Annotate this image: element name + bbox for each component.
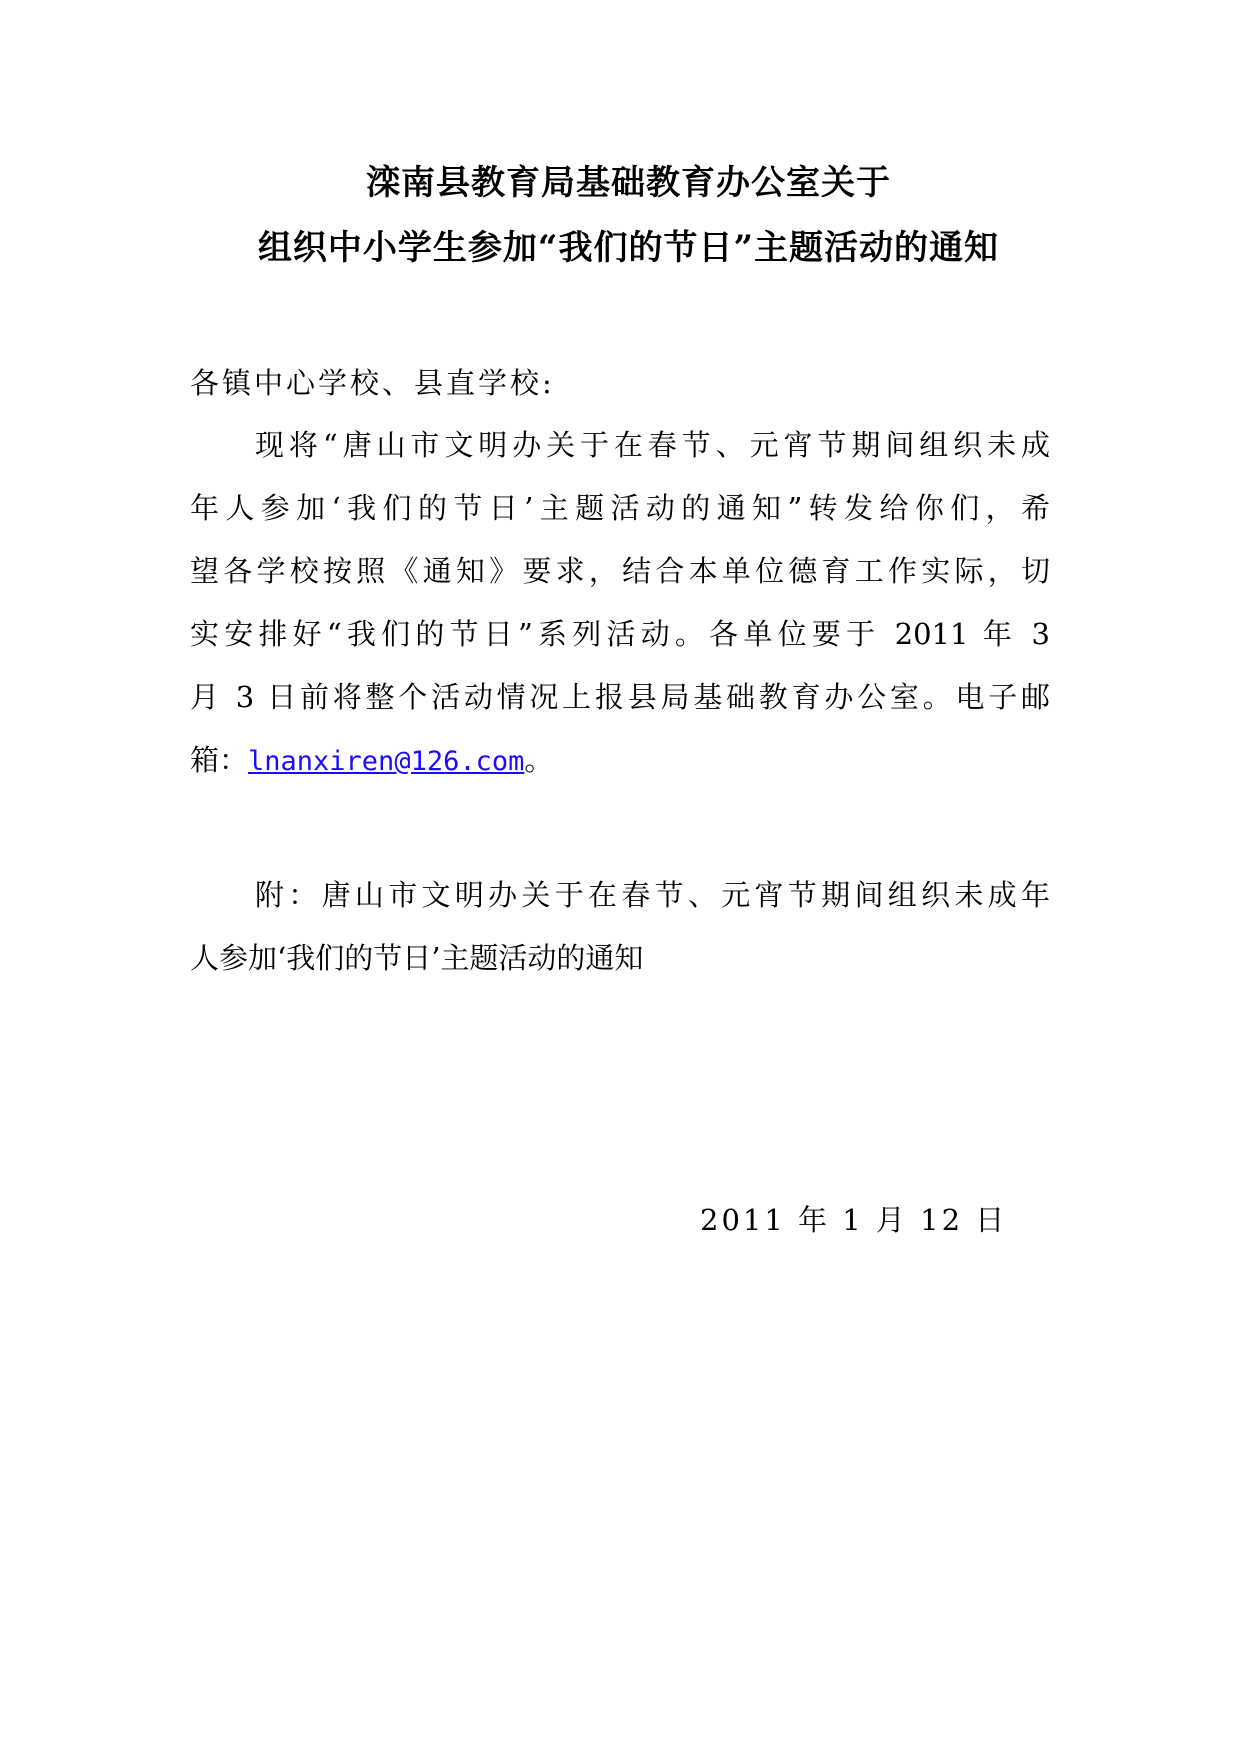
- email-link[interactable]: lnanxiren@126.com: [248, 746, 525, 777]
- email-prefix: 箱：: [190, 743, 249, 777]
- body-line-3: 望各学校按照《通知》要求，结合本单位德育工作实际，切: [190, 554, 1050, 588]
- body-line-4: 实安排好“我们的节日”系列活动。各单位要于 2011 年 3: [190, 617, 1050, 651]
- body-line-5: 月 3 日前将整个活动情况上报县局基础教育办公室。电子邮: [190, 680, 1050, 714]
- body-line-1: 现将“唐山市文明办关于在春节、元宵节期间组织未成: [255, 428, 1050, 462]
- salutation: 各镇中心学校、县直学校:: [190, 366, 555, 400]
- document-title-line-1: 滦南县教育局基础教育办公室关于: [366, 163, 891, 203]
- body-line-2: 年人参加‘我们的节日’主题活动的通知”转发给你们，希: [190, 491, 1050, 525]
- email-line: [190, 740, 1050, 782]
- email-suffix: 。: [524, 743, 554, 777]
- attachment-line-1: 附：唐山市文明办关于在春节、元宵节期间组织未成年: [255, 878, 1050, 912]
- attachment-line-2: 人参加‘我们的节日’主题活动的通知: [190, 941, 644, 975]
- document-title-line-2: 组织中小学生参加“我们的节日”主题活动的通知: [257, 228, 1000, 268]
- document-date: 2011 年 1 月 12 日: [700, 1203, 1008, 1237]
